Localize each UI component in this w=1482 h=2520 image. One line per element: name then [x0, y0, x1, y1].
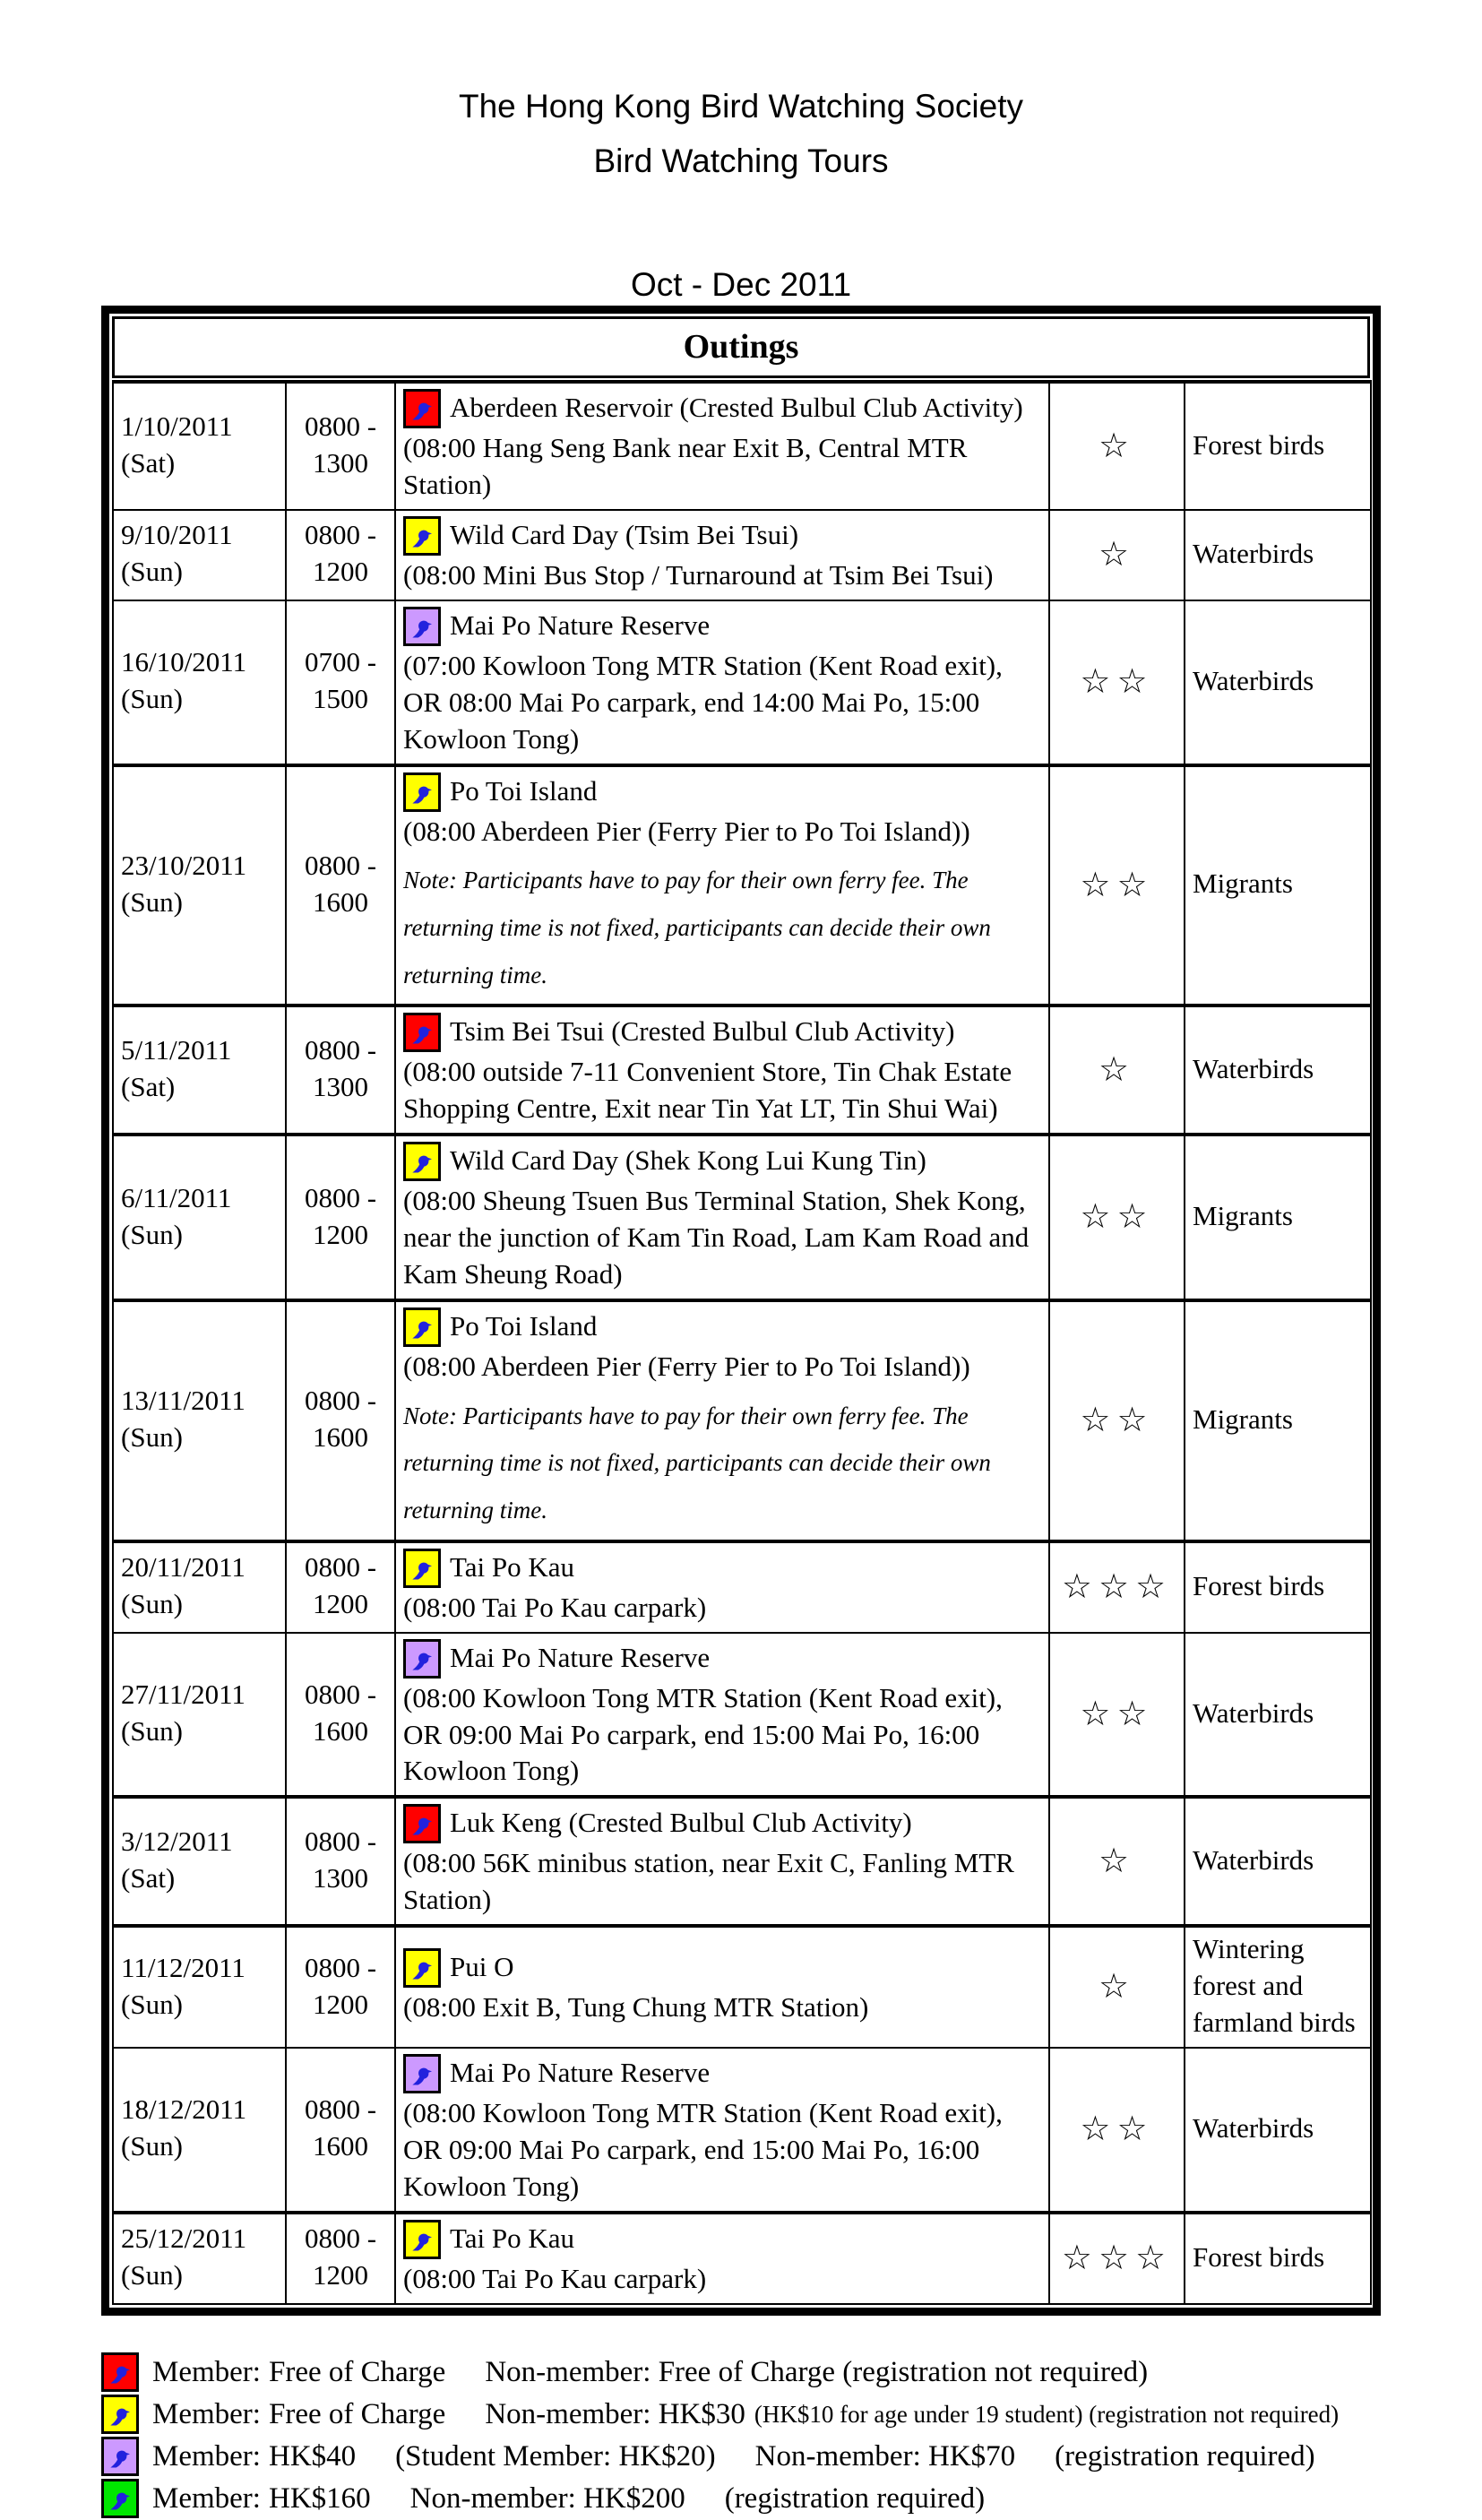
- outing-category-cell: Migrants: [1185, 1135, 1371, 1300]
- outing-difficulty-cell: [1049, 1633, 1185, 1798]
- outing-day: (Sun): [121, 1988, 183, 2020]
- outing-time-end: 1200: [313, 1218, 368, 1250]
- star-icons: ☆: [1098, 534, 1136, 574]
- outing-time-cell: [286, 1300, 395, 1541]
- outing-date-cell: [113, 510, 286, 600]
- outing-time-cell: [286, 510, 395, 600]
- outing-title-line: [403, 771, 1041, 812]
- outing-title: Tai Po Kau: [450, 1550, 575, 1583]
- outing-time-cell: [286, 382, 395, 510]
- outing-date: 18/12/2011: [121, 2093, 247, 2126]
- outing-row: [113, 1135, 1371, 1300]
- legend-member-label: Member:: [152, 2439, 261, 2473]
- outing-description-cell: [395, 1633, 1049, 1798]
- outing-category-cell: Waterbirds: [1185, 510, 1371, 600]
- outing-meeting-point: (08:00 56K minibus station, near Exit C, Fanling MTR Station): [403, 1847, 1014, 1916]
- yellow-bird-fee-icon: [403, 2220, 441, 2259]
- outing-date-cell: [113, 2213, 286, 2304]
- star-icons: ☆: [1098, 425, 1136, 465]
- outing-row: [113, 1300, 1371, 1541]
- outings-table-body: [113, 382, 1371, 2303]
- star-icons: ☆: [1098, 1049, 1136, 1090]
- outing-date: 13/11/2011: [121, 1385, 246, 1417]
- outing-date: 20/11/2011: [121, 1551, 246, 1584]
- outing-row: [113, 1797, 1371, 1926]
- outing-description-cell: [395, 600, 1049, 765]
- outing-time-start: 0800 -: [304, 2093, 377, 2126]
- legend-nonmember-fee: Non-member: HK$70: [754, 2439, 1016, 2473]
- outing-time-start: 0800 -: [304, 1034, 377, 1066]
- outing-meeting-point: (08:00 Mini Bus Stop / Turnaround at Tsim Bei Tsui): [403, 558, 994, 591]
- star-icons: ☆☆: [1080, 1400, 1154, 1440]
- outing-day: (Sun): [121, 2130, 183, 2162]
- outing-meeting-point: (08:00 Tai Po Kau carpark): [403, 1591, 707, 1623]
- outing-difficulty-cell: [1049, 2048, 1185, 2213]
- outing-time-end: 1500: [313, 683, 368, 715]
- outing-time-start: 0800 -: [304, 519, 377, 551]
- outing-time-start: 0800 -: [304, 850, 377, 882]
- outing-date-cell: [113, 1926, 286, 2048]
- outings-header-label: Outings: [683, 328, 799, 367]
- outing-title: Wild Card Day (Shek Kong Lui Kung Tin): [450, 1144, 926, 1177]
- outing-category-cell: Waterbirds: [1185, 2048, 1371, 2213]
- outing-time-cell: [286, 2213, 395, 2304]
- outing-date-cell: [113, 1633, 286, 1798]
- outing-category-cell: Forest birds: [1185, 1541, 1371, 1633]
- outing-date-cell: [113, 2048, 286, 2213]
- legend-member-label: Member:: [152, 2397, 261, 2430]
- outing-time-start: 0800 -: [304, 1679, 377, 1711]
- outing-title-line: [403, 1547, 1041, 1588]
- yellow-bird-fee-icon: [403, 1307, 441, 1347]
- outing-title-line: [403, 1946, 1041, 1988]
- outing-row: [113, 510, 1371, 600]
- outing-time-end: 1600: [313, 2130, 368, 2162]
- outing-time-cell: [286, 1633, 395, 1798]
- outing-category-cell: Waterbirds: [1185, 1005, 1371, 1135]
- outing-meeting-point: (08:00 outside 7-11 Convenient Store, Tin Chak Estate Shopping Centre, Exit near Tin Yat LT, Tin Shui Wai): [403, 1056, 1012, 1125]
- outing-time-end: 1600: [313, 885, 368, 918]
- outing-difficulty-cell: [1049, 2213, 1185, 2304]
- outing-title: Mai Po Nature Reserve: [450, 2056, 711, 2088]
- outing-row: [113, 765, 1371, 1006]
- outing-date: 5/11/2011: [121, 1034, 232, 1066]
- outing-time-end: 1200: [313, 2259, 368, 2291]
- outing-day: (Sun): [121, 2259, 183, 2291]
- outing-difficulty-cell: [1049, 510, 1185, 600]
- outings-header: [112, 316, 1370, 378]
- legend-student-fee: (Student Member: HK$20): [395, 2439, 716, 2473]
- outing-note: Note: Participants have to pay for their own ferry fee. The returning time is not fixed, participants can decide their own returning time.: [403, 867, 991, 988]
- star-icons: ☆☆☆: [1061, 2237, 1173, 2277]
- green-bird-fee-icon: [101, 2479, 139, 2518]
- outing-description-cell: [395, 1926, 1049, 2048]
- outing-category-cell: Migrants: [1185, 1300, 1371, 1541]
- outing-date-cell: [113, 600, 286, 765]
- outing-title-line: [403, 387, 1041, 428]
- outing-row: [113, 1926, 1371, 2048]
- outing-description-cell: [395, 765, 1049, 1006]
- outing-date: 11/12/2011: [121, 1951, 246, 1983]
- outing-time-start: 0800 -: [304, 1181, 377, 1213]
- outing-description-cell: [395, 382, 1049, 510]
- outing-date-cell: [113, 765, 286, 1006]
- outing-category-cell: Waterbirds: [1185, 1633, 1371, 1798]
- outing-day: (Sun): [121, 1714, 183, 1747]
- outing-date: 27/11/2011: [121, 1679, 246, 1711]
- outing-day: (Sat): [121, 447, 176, 479]
- outing-day: (Sun): [121, 885, 183, 918]
- outing-meeting-point: (08:00 Tai Po Kau carpark): [403, 2262, 707, 2294]
- outing-title-line: [403, 514, 1041, 556]
- outing-date: 23/10/2011: [121, 850, 247, 882]
- period-label: Oct - Dec 2011: [630, 266, 852, 304]
- star-icons: ☆☆: [1080, 864, 1154, 904]
- outing-category-cell: Waterbirds: [1185, 600, 1371, 765]
- outing-time-cell: [286, 1135, 395, 1300]
- outing-time-end: 1600: [313, 1421, 368, 1454]
- yellow-bird-fee-icon: [403, 1948, 441, 1988]
- outing-time-end: 1300: [313, 1862, 368, 1894]
- red-bird-fee-icon: [403, 1804, 441, 1843]
- outing-day: (Sun): [121, 1218, 183, 1250]
- outing-title: Po Toi Island: [450, 774, 598, 807]
- outing-time-cell: [286, 1005, 395, 1135]
- outing-time-end: 1300: [313, 447, 368, 479]
- outing-category-cell: Forest birds: [1185, 382, 1371, 510]
- outing-difficulty-cell: [1049, 1005, 1185, 1135]
- yellow-bird-fee-icon: [403, 1142, 441, 1181]
- outing-category-cell: Waterbirds: [1185, 1797, 1371, 1926]
- outing-date-cell: [113, 1541, 286, 1633]
- outing-date: 25/12/2011: [121, 2222, 247, 2255]
- outing-title: Wild Card Day (Tsim Bei Tsui): [450, 518, 799, 550]
- outing-date: 6/11/2011: [121, 1181, 232, 1213]
- outing-date-cell: [113, 1005, 286, 1135]
- outing-day: (Sat): [121, 1071, 176, 1103]
- legend-member-fee: Free of Charge: [269, 2355, 446, 2388]
- outing-time-end: 1200: [313, 556, 368, 588]
- outing-difficulty-cell: [1049, 1797, 1185, 1926]
- yellow-bird-fee-icon: [403, 516, 441, 556]
- outing-time-cell: [286, 1797, 395, 1926]
- legend-member-fee: Free of Charge: [269, 2397, 446, 2430]
- star-icons: ☆☆: [1080, 2109, 1154, 2149]
- document-subtitle: Bird Watching Tours: [593, 142, 889, 179]
- outing-title: Mai Po Nature Reserve: [450, 1641, 711, 1673]
- outing-title: Pui O: [450, 1951, 514, 1983]
- outing-difficulty-cell: [1049, 765, 1185, 1006]
- outing-note: Note: Participants have to pay for their own ferry fee. The returning time is not fixed, participants can decide their own returning time.: [403, 1402, 991, 1524]
- legend-nonmember-fee: Non-member: Free of Charge (registration not required): [485, 2355, 1149, 2388]
- red-bird-fee-icon: [403, 389, 441, 428]
- outing-meeting-point: (08:00 Exit B, Tung Chung MTR Station): [403, 1991, 869, 2024]
- outing-description-cell: [395, 1005, 1049, 1135]
- legend-registration-note: (registration required): [724, 2481, 986, 2515]
- outing-day: (Sun): [121, 1421, 183, 1454]
- outing-time-cell: [286, 765, 395, 1006]
- outing-title-line: [403, 1140, 1041, 1181]
- outing-time-cell: [286, 600, 395, 765]
- yellow-bird-fee-icon: [101, 2395, 139, 2434]
- legend-nonmember-fee: Non-member: HK$200: [409, 2481, 685, 2515]
- outing-difficulty-cell: [1049, 1926, 1185, 2048]
- outing-row: [113, 1633, 1371, 1798]
- outing-meeting-point: (08:00 Kowloon Tong MTR Station (Kent Road exit), OR 09:00 Mai Po carpark, end 15:00 Mai Po, 16:00 Kowloon Tong): [403, 2096, 1003, 2202]
- outing-title-line: [403, 1306, 1041, 1347]
- outing-time-start: 0700 -: [304, 646, 377, 678]
- outing-row: [113, 1541, 1371, 1633]
- outing-title: Po Toi Island: [450, 1309, 598, 1342]
- outing-time-cell: [286, 1541, 395, 1633]
- yellow-bird-fee-icon: [403, 772, 441, 812]
- purple-bird-fee-icon: [403, 2054, 441, 2093]
- outing-row: [113, 1005, 1371, 1135]
- star-icons: ☆: [1098, 1841, 1136, 1881]
- outing-description-cell: [395, 1541, 1049, 1633]
- legend-member-fee: HK$40: [269, 2439, 357, 2473]
- fee-legend: [101, 2352, 1482, 2520]
- outing-title: Tsim Bei Tsui (Crested Bulbul Club Activity): [450, 1015, 955, 1048]
- star-icons: ☆☆☆: [1061, 1566, 1173, 1607]
- outing-meeting-point: (08:00 Kowloon Tong MTR Station (Kent Road exit), OR 09:00 Mai Po carpark, end 15:00 Mai Po, 16:00 Kowloon Tong): [403, 1681, 1003, 1787]
- outing-time-start: 0800 -: [304, 1385, 377, 1417]
- star-icons: ☆☆: [1080, 661, 1154, 702]
- star-icons: ☆☆: [1080, 1693, 1154, 1733]
- outing-title-line: [403, 1637, 1041, 1679]
- outing-meeting-point: (08:00 Sheung Tsuen Bus Terminal Station, Shek Kong, near the junction of Kam Tin Road, Lam Kam Road and Kam Sheung Road): [403, 1185, 1030, 1290]
- legend-member-label: Member:: [152, 2355, 261, 2388]
- outing-category-cell: Wintering forest and farmland birds: [1185, 1926, 1371, 2048]
- outing-title-line: [403, 2218, 1041, 2259]
- outing-difficulty-cell: [1049, 382, 1185, 510]
- legend-row: [101, 2352, 1482, 2394]
- legend-row: [101, 2436, 1482, 2478]
- outing-date: 1/10/2011: [121, 410, 233, 443]
- star-icons: ☆☆: [1080, 1196, 1154, 1237]
- outing-day: (Sat): [121, 1862, 176, 1894]
- outing-date: 9/10/2011: [121, 519, 233, 551]
- outing-meeting-point: (07:00 Kowloon Tong MTR Station (Kent Road exit), OR 08:00 Mai Po carpark, end 14:00 Mai Po, 15:00 Kowloon Tong): [403, 649, 1003, 755]
- outing-time-cell: [286, 1926, 395, 2048]
- outing-difficulty-cell: [1049, 600, 1185, 765]
- outing-meeting-point: (08:00 Aberdeen Pier (Ferry Pier to Po Toi Island)): [403, 815, 970, 847]
- legend-registration-note: (registration required): [1055, 2439, 1315, 2473]
- outing-title-line: [403, 2052, 1041, 2093]
- outing-time-start: 0800 -: [304, 1951, 377, 1983]
- outing-difficulty-cell: [1049, 1541, 1185, 1633]
- outing-description-cell: [395, 1135, 1049, 1300]
- legend-member-fee: HK$160: [269, 2481, 371, 2515]
- outing-title: Aberdeen Reservoir (Crested Bulbul Club Activity): [450, 392, 1023, 424]
- star-icons: ☆: [1098, 1966, 1136, 2007]
- outing-time-start: 0800 -: [304, 1551, 377, 1584]
- outing-description-cell: [395, 510, 1049, 600]
- outing-row: [113, 600, 1371, 765]
- outing-date: 16/10/2011: [121, 646, 247, 678]
- society-title: The Hong Kong Bird Watching Society: [458, 88, 1023, 125]
- outing-meeting-point: (08:00 Hang Seng Bank near Exit B, Central MTR Station): [403, 432, 968, 500]
- outing-time-end: 1200: [313, 1988, 368, 2020]
- outing-time-cell: [286, 2048, 395, 2213]
- purple-bird-fee-icon: [403, 1639, 441, 1679]
- outings-table-frame: [101, 306, 1381, 2315]
- outing-description-cell: [395, 1300, 1049, 1541]
- outing-description-cell: [395, 1797, 1049, 1926]
- outing-title: Tai Po Kau: [450, 2222, 575, 2254]
- outing-title-line: [403, 1011, 1041, 1052]
- outing-time-end: 1300: [313, 1071, 368, 1103]
- outing-time-start: 0800 -: [304, 1825, 377, 1858]
- legend-nonmember-fee: Non-member: HK$30: [485, 2397, 745, 2430]
- outing-date-cell: [113, 1135, 286, 1300]
- outing-title: Luk Keng (Crested Bulbul Club Activity): [450, 1807, 912, 1839]
- outing-row: [113, 2048, 1371, 2213]
- legend-row: [101, 2394, 1482, 2436]
- outing-category-cell: Migrants: [1185, 765, 1371, 1006]
- outing-time-start: 0800 -: [304, 2222, 377, 2255]
- outing-description-cell: [395, 2048, 1049, 2213]
- yellow-bird-fee-icon: [403, 1549, 441, 1588]
- outing-row: [113, 2213, 1371, 2304]
- purple-bird-fee-icon: [403, 607, 441, 646]
- legend-row: [101, 2478, 1482, 2520]
- legend-member-label: Member:: [152, 2481, 261, 2515]
- outing-meeting-point: (08:00 Aberdeen Pier (Ferry Pier to Po Toi Island)): [403, 1350, 970, 1382]
- outings-table: [112, 380, 1372, 2304]
- outing-date-cell: [113, 1300, 286, 1541]
- outing-title: Mai Po Nature Reserve: [450, 608, 711, 641]
- outing-row: [113, 382, 1371, 510]
- outing-date-cell: [113, 1797, 286, 1926]
- outing-difficulty-cell: [1049, 1300, 1185, 1541]
- outing-title-line: [403, 1802, 1041, 1843]
- outing-title-line: [403, 605, 1041, 646]
- outing-time-start: 0800 -: [304, 410, 377, 443]
- outing-date: 3/12/2011: [121, 1825, 233, 1858]
- outing-day: (Sun): [121, 1588, 183, 1620]
- outing-category-cell: Forest birds: [1185, 2213, 1371, 2304]
- outing-difficulty-cell: [1049, 1135, 1185, 1300]
- outing-time-end: 1600: [313, 1714, 368, 1747]
- outing-description-cell: [395, 2213, 1049, 2304]
- purple-bird-fee-icon: [101, 2437, 139, 2476]
- red-bird-fee-icon: [403, 1013, 441, 1052]
- legend-small-note: (HK$10 for age under 19 student) (registration not required): [754, 2400, 1340, 2428]
- outing-time-end: 1200: [313, 1588, 368, 1620]
- red-bird-fee-icon: [101, 2352, 139, 2392]
- outing-day: (Sun): [121, 556, 183, 588]
- outing-day: (Sun): [121, 683, 183, 715]
- outing-date-cell: [113, 382, 286, 510]
